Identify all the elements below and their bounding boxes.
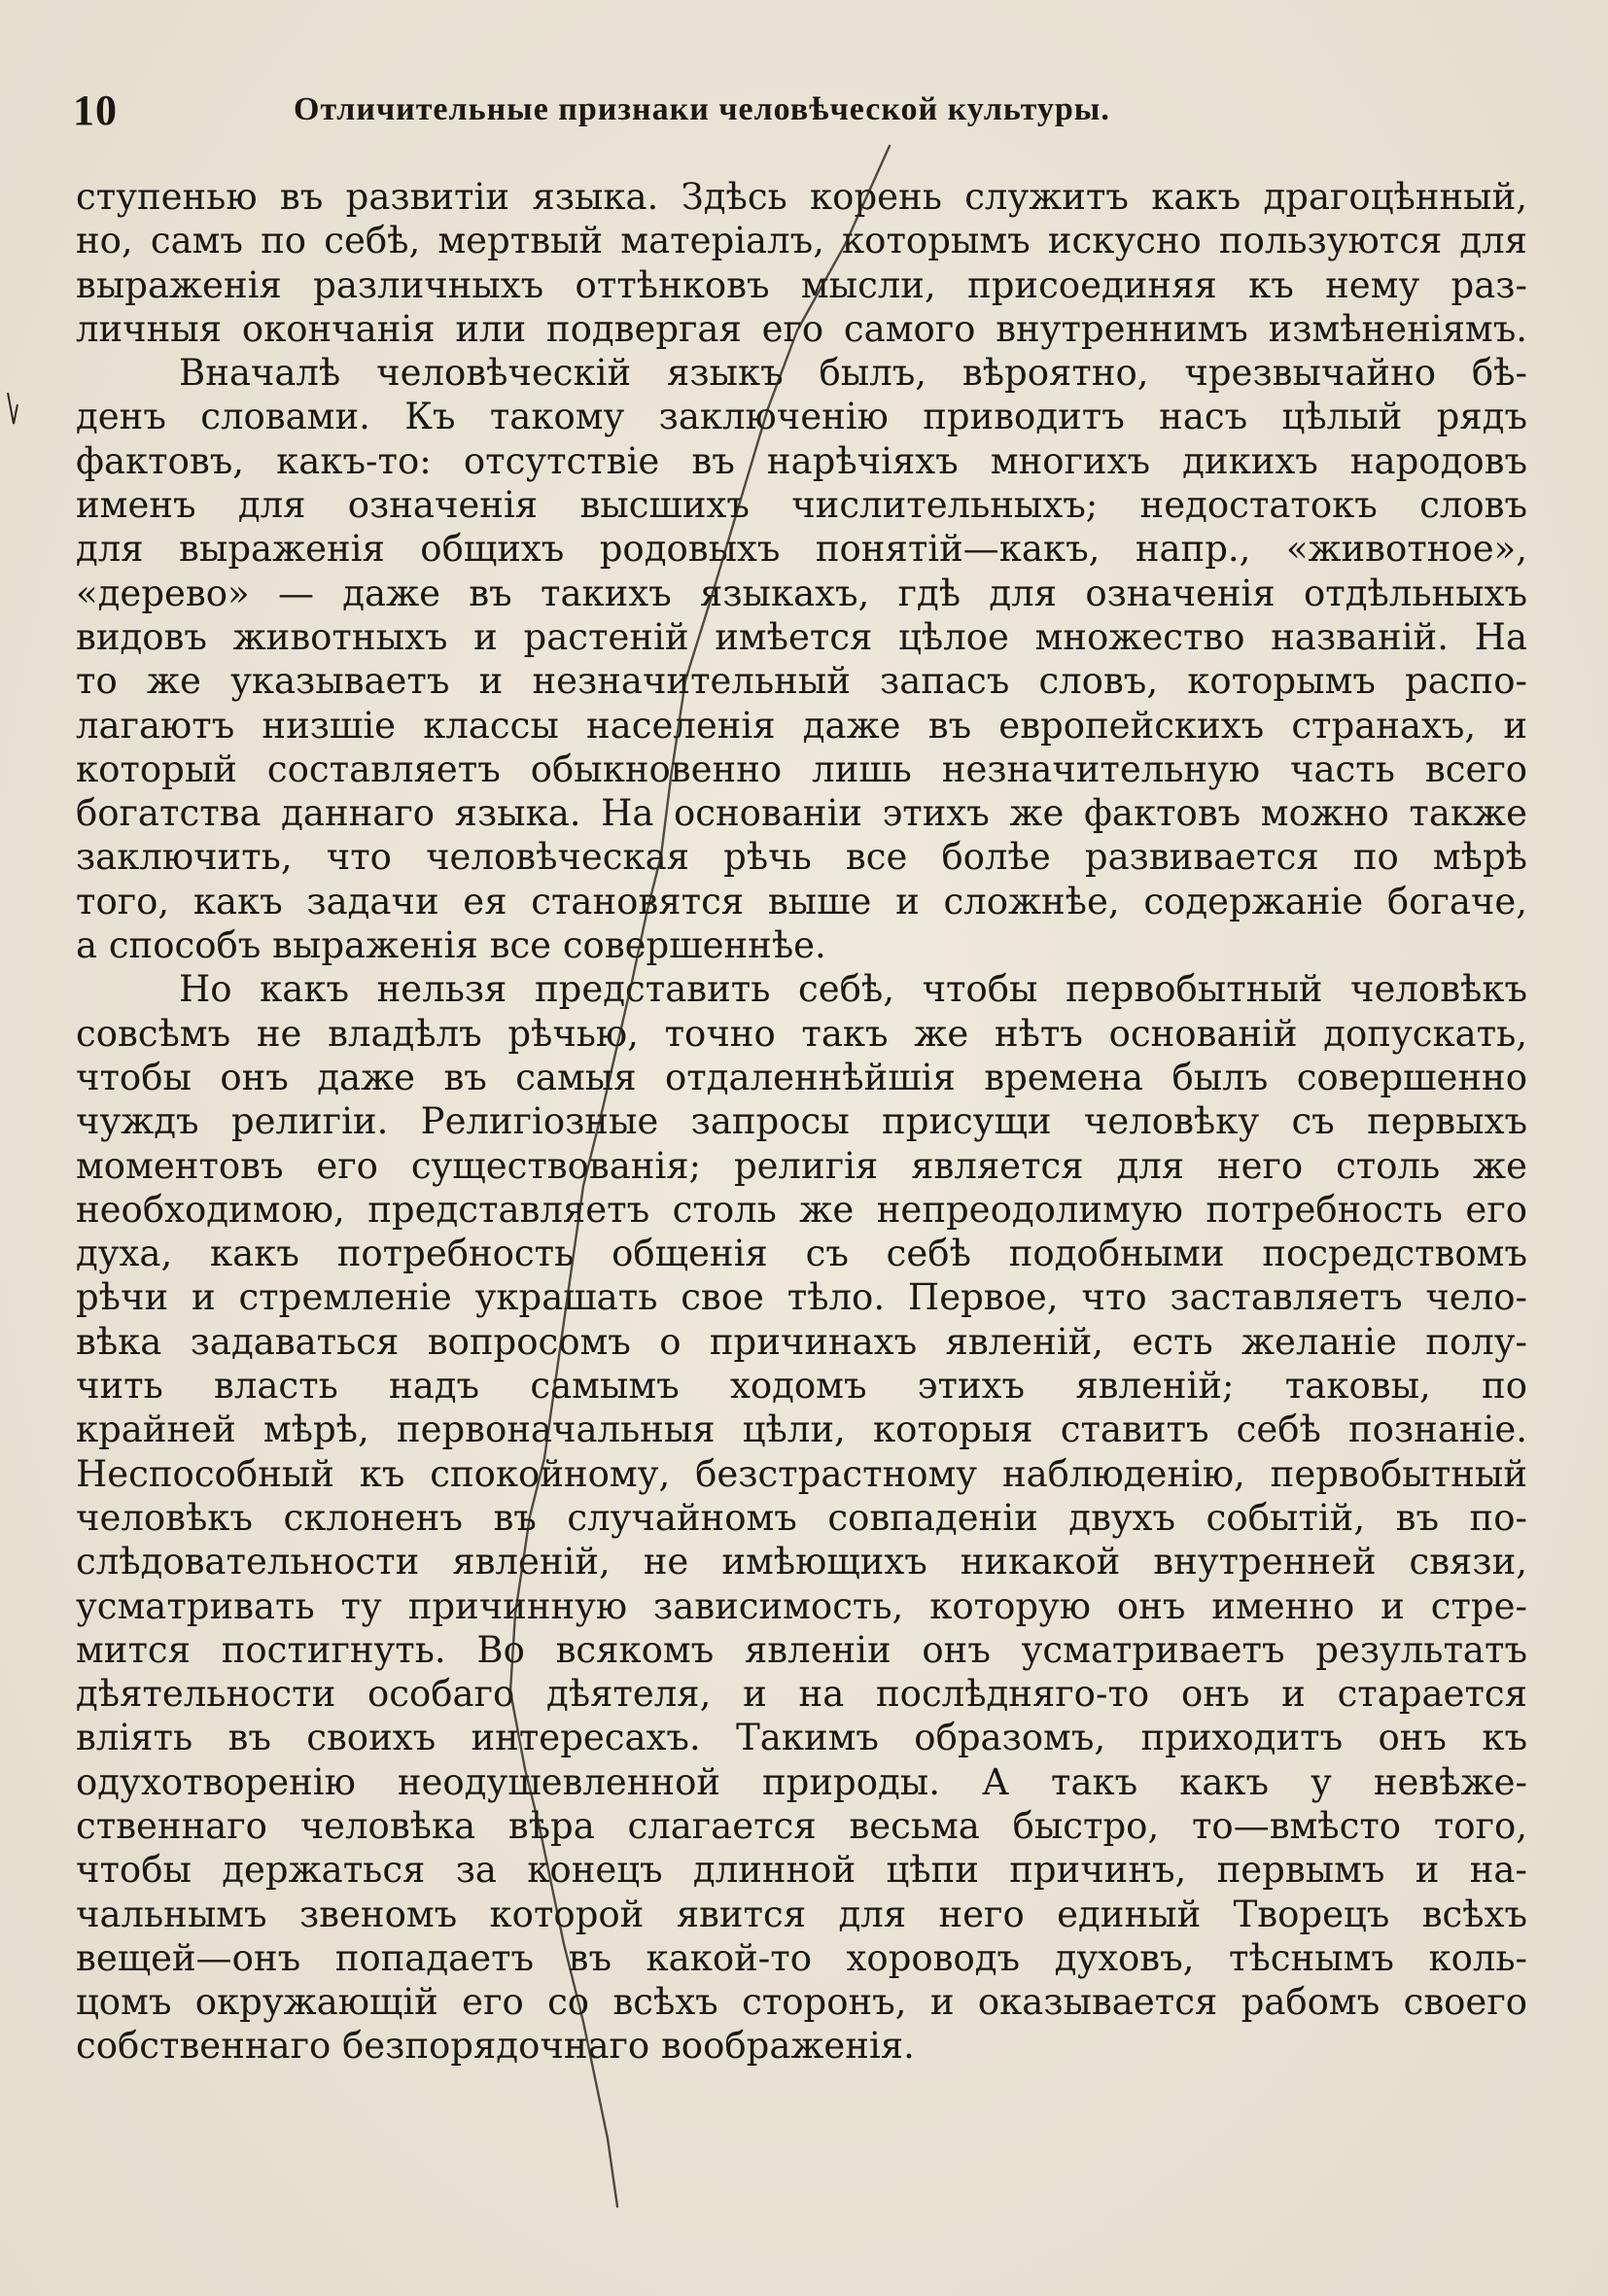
text-line: дѣятельности особаго дѣятеля, и на послѣдняго-то онъ и старается bbox=[76, 1673, 1527, 1716]
text-line: одухотворенію неодушевленной природы. А такъ какъ у невѣже- bbox=[76, 1760, 1527, 1803]
text-line: фактовъ, какъ-то: отсутствіе въ нарѣчіяхъ многихъ дикихъ народовъ bbox=[76, 439, 1527, 482]
text-line: денъ словами. Къ такому заключенію приводитъ насъ цѣлый рядъ bbox=[76, 396, 1527, 438]
text-line: но, самъ по себѣ, мертвый матеріалъ, которымъ искусно пользуются для bbox=[76, 220, 1527, 262]
text-line: личныя окончанія или подвергая его самого внутреннимъ измѣненіямъ. bbox=[76, 307, 1527, 350]
text-line: Неспособный къ спокойному, безстрастному наблюденію, первобытный bbox=[76, 1452, 1527, 1495]
text-line: выраженія различныхъ оттѣнковъ мысли, присоединяя къ нему раз- bbox=[76, 263, 1527, 306]
text-line: богатства даннаго языка. На основаніи этихъ же фактовъ можно также bbox=[76, 792, 1527, 835]
text-line: мится постигнуть. Во всякомъ явленіи онъ усматриваетъ результатъ bbox=[76, 1628, 1527, 1671]
text-line: цомъ окружающій его со всѣхъ сторонъ, и оказывается рабомъ своего bbox=[76, 1981, 1527, 2024]
text-line: чить власть надъ самымъ ходомъ этихъ явленій; таковы, по bbox=[76, 1365, 1527, 1408]
text-line: слѣдовательности явленій, не имѣющихъ никакой внутренней связи, bbox=[76, 1541, 1527, 1583]
page-header bbox=[73, 86, 1531, 144]
text-line: лагаютъ низшіе классы населенія даже въ европейскихъ странахъ, и bbox=[76, 704, 1527, 747]
text-line: вещей—онъ попадаетъ въ какой-то хороводъ духовъ, тѣснымъ коль- bbox=[76, 1936, 1527, 1979]
text-line: ственнаго человѣка вѣра слагается весьма быстро, то—вмѣсто того, bbox=[76, 1804, 1527, 1847]
text-line: того, какъ задачи ея становятся выше и сложнѣе, содержаніе богаче, bbox=[76, 880, 1527, 922]
text-line: именъ для означенія высшихъ числительныхъ; недостатокъ словъ bbox=[76, 484, 1527, 527]
margin-pencil-mark bbox=[6, 391, 19, 426]
paragraph-start-line: Вначалѣ человѣческій языкъ былъ, вѣроятно, чрезвычайно бѣ- bbox=[179, 352, 1527, 395]
text-line: который составляетъ обыкновенно лишь незначительную часть всего bbox=[76, 748, 1527, 790]
text-line: чтобы онъ даже въ самыя отдаленнѣйшія времена былъ совершенно bbox=[76, 1056, 1527, 1098]
text-line: ступенью въ развитіи языка. Здѣсь корень служитъ какъ драгоцѣнный, bbox=[76, 176, 1527, 218]
text-line: рѣчи и стремленіе украшать свое тѣло. Первое, что заставляетъ чело- bbox=[76, 1276, 1527, 1319]
text-line: заключить, что человѣческая рѣчь все болѣе развивается по мѣрѣ bbox=[76, 836, 1527, 879]
page-number: 10 bbox=[73, 87, 118, 134]
text-line: видовъ животныхъ и растеній имѣется цѣлое множество названій. На bbox=[76, 615, 1527, 658]
text-line: совсѣмъ не владѣлъ рѣчью, точно такъ же нѣтъ основаній допускать, bbox=[76, 1012, 1527, 1055]
text-line: моментовъ его существованія; религія является для него столь же bbox=[76, 1144, 1527, 1187]
text-line: вліять въ своихъ интересахъ. Такимъ образомъ, приходитъ онъ къ bbox=[76, 1717, 1527, 1759]
text-line: крайней мѣрѣ, первоначальныя цѣли, которыя ставитъ себѣ познаніе. bbox=[76, 1409, 1527, 1451]
body-text bbox=[76, 175, 1527, 2069]
text-line: усматривать ту причинную зависимость, которую онъ именно и стре- bbox=[76, 1584, 1527, 1627]
paragraph-end-line: собственнаго безпорядочнаго воображенія. bbox=[76, 2025, 915, 2068]
text-line: духа, какъ потребность общенія съ себѣ подобными посредствомъ bbox=[76, 1233, 1527, 1275]
paragraph-start-line: Но какъ нельзя представить себѣ, чтобы первобытный человѣкъ bbox=[179, 968, 1527, 1011]
text-line: для выраженія общихъ родовыхъ понятій—какъ, напр., «животное», bbox=[76, 528, 1527, 571]
text-line: чальнымъ звеномъ которой явится для него единый Творецъ всѣхъ bbox=[76, 1893, 1527, 1935]
text-line: необходимою, представляетъ столь же непреодолимую потребность его bbox=[76, 1188, 1527, 1231]
text-line: вѣка задаваться вопросомъ о причинахъ явленій, есть желаніе полу- bbox=[76, 1320, 1527, 1363]
text-line: то же указываетъ и незначительный запасъ словъ, которымъ распо- bbox=[76, 660, 1527, 703]
text-line: чуждъ религіи. Религіозные запросы присущи человѣку съ первыхъ bbox=[76, 1100, 1527, 1143]
text-line: чтобы держаться за конецъ длинной цѣпи причинъ, первымъ и на- bbox=[76, 1849, 1527, 1892]
running-title: Отличительные признаки человѣческой культуры. bbox=[294, 91, 1110, 127]
text-line: «дерево» — даже въ такихъ языкахъ, гдѣ для означенія отдѣльныхъ bbox=[76, 572, 1527, 614]
text-line: человѣкъ склоненъ въ случайномъ совпаденіи двухъ событій, въ по- bbox=[76, 1496, 1527, 1539]
paragraph-end-line: а способъ выраженія все совершеннѣе. bbox=[76, 924, 826, 967]
